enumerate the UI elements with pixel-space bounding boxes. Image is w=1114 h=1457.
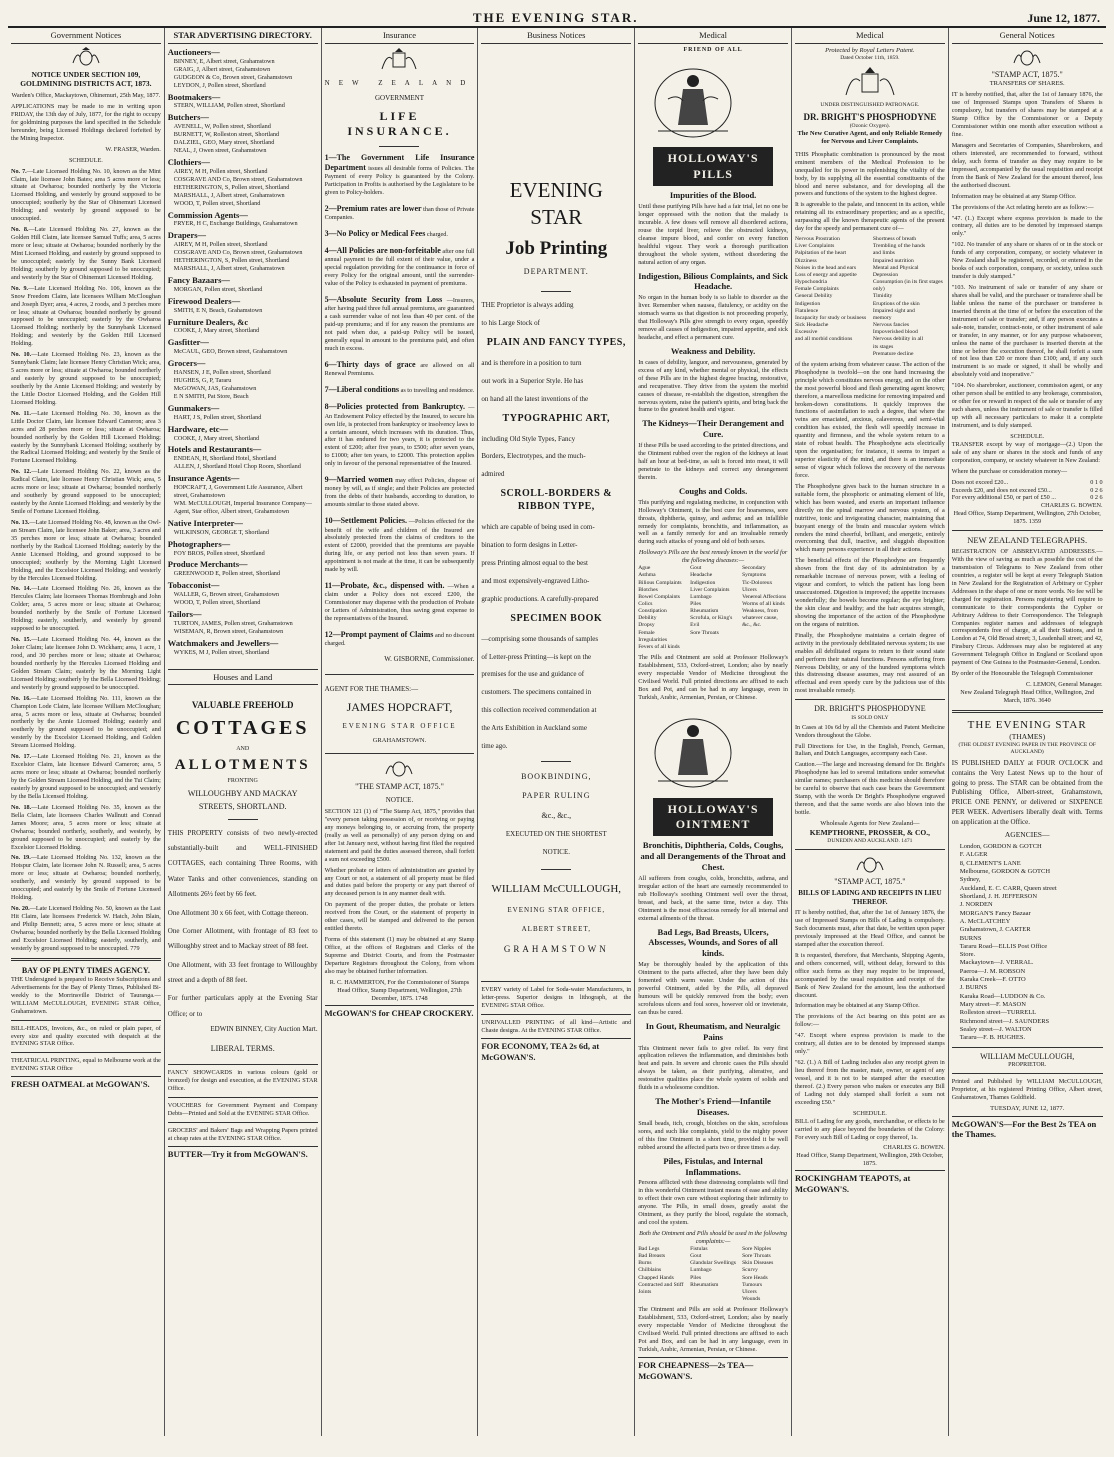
schedule-item: No. 12.—Late Licensed Holding No. 22, known as the Radical Claim, late licensee Henry Christian Wick; area, 5 acres more or less; situate at Owharoa; bounded northerly and southerly by ground supposed to be unoccupied; easterly by the Annie Licensed Holding; and westerly by the Smile of Fortune Licensed Holding. (11, 468, 161, 515)
column-directory: STAR ADVERTISING DIRECTORY. Auctioneers— BINNEY, E, Albert street, Grahamstown GRAIG, J, Albert street, Grahamstown GUDGEON & Co, Brown street, Grahamstown LEYDON, J, Pollen street, Shortland Bootmakers— STERN, WILLIAM, Pollen street, Shortland Butchers— AVENELL, W, Pollen street, Shortland BURNETT, W, Rolleston street, Shortland DALZIEL, GEO, Mary street, Shortland NEAL, J, Owen street, Grahamstown Clothiers— AIREY, M H, Pollen street, Shortland COSGRAVE AND Co, Brown street, Grahamstown HETHERINGTON, S, Pollen street, Shortland MARSHALL, J, Albert street, Grahamstown WOOD, T, Pollen street, Shortland Commission Agents— FRYER, H C, Exchange Buildings, Grahamstown Drapers— AIREY, M H, Pollen street, Shortland COSGRAVE AND Co, Brown street, Grahamstown HETHERINGTON, S, Pollen street, Shortland MARSHALL, J, Albert street, Grahamstown Fancy Bazaars— MORGAN, Pollen street, Shortland Firewood Dealers— SMITH, E N, Beach, Grahamstown Furniture Dealers, &c COOKE, J, Mary street, Shortland Gasfitter— McCAUL, GEO, Brown street, Grahamstown Grocers— HANSEN, J E, Pollen street, Shortland HUGHES, G, P, Tararu McGOWAN, JAS, Grahamstown E N SMITH, Pat Store, Beach Gunmakers— HART, J S, Pollen street, Shortland Hardware, etc— COOKE, J, Mary street, Shortland Hotels and Restaurants— ENDEAN, H, Shortland Hotel, Shortland ALLEN, J, Shortland Hotel Chop Room, Shortland Insurance Agents— HOPCRAFT, J, Government Life Assurance, Albert street, Grahamstown WM. McCULLOUGH, Imperial Insurance Company—Agent, Star office, Albert street, Grahamstown Native Interpreter— WILKINSON, GEORGE T, Shortland Photographers— FOY BROS, Pollen street, Shortland Produce Merchants— GREENWOOD E, Pollen street, Shortland Tobacconist— WALLER, G, Brown street, Grahamstown WOOD, T, Pollen street, Shortland Tailors— TURTON, JAMES, Pollen street, Grahamstown WISEMAN, R, Brown street, Grahamstown Watchmakers and Jewellers— WYKES, M J, Pollen street, Shortland Houses and Land VALUABLE FREEHOLD COTTAGES AND ALLOTMENTS FRONTING WILLOUGHBY AND MACKAY STREETS, SHORTLAND. THIS PROPERTY consists of two newly-erected substantially-built and WELL-FINISHED COTTAGES, each containing Three Rooms, with Water Tanks and other conveniences, standing on Allotments 26½ feet by 66 feet. One Allotment 30 x 66 feet, with Cottage thereon. One Corner Allotment, with frontage of 83 feet to Willoughby street and to Mackay street of 88 feet. One Allotment, with 33 feet frontage to Willoughby street and a depth of 88 feet. For further particulars apply at the Evening Star Office; or to EDWIN BINNEY, City Auction Mart. LIBERAL TERMS. FANCY SHOWCARDS in various colours (gold or bronzed) for design and execution, at the EVENING STAR Office. VOUCHERS for Government Payment and Company Debts—Printed and Sold at the EVENING STAR Office. GROCERS' and Bakers' Bags and Wrapping Papers printed at cheap rates at the EVENING STAR Office. BUTTER—Try it from McGOWAN'S. (165, 28, 322, 1436)
fee-row: Exceeds £20, and does not exceed £50... 0 2 6 (951, 486, 1103, 494)
column-header: General Notices (952, 28, 1103, 44)
directory-category: Drapers— (167, 230, 207, 241)
holloways-pills-logo: HOLLOWAY'S PILLS (653, 147, 773, 186)
insurance-points: 1—The Government Life Insurance Department issues all desirable forms of Policies. The Payment of every Policy is guaranteed by the Colony. Participation in Profits is authorised by the Legislature to be given to Policy-holders. 2—Premium rates are lower than those of Private Companies. 3—No Policy or Medical Fees charged. 4—All Policies are non-forfeitable after one full annual payment to the full extent of their value, under a special regulation providing for the continuance in force of every Policy for the original amount, until the surrender-value of the Policy is exhausted in payment of premiums. 5—Absolute Security from Loss —Insurers, after having paid three full annual premiums, are guaranteed a cash surrender value of not less than 40 per cent. of the paid-up premiums; and if for any reason the premiums are not paid when due, a paid-up Policy will be issued, generally equal in amount to the premiums paid, and often much in excess. 6—Thirty days of grace are allowed on all Renewal Premiums. 7—Liberal conditions as to travelling and residence. 8—Policies protected from Bankruptcy. —An Endowment Policy effected by the Insured, to secure his own life, is protected from bankruptcy or insolvency laws to a certain amount, which increases with its duration. Thus, after it has endured for two years, it is protected to the extent of £200; after five years, to £500; after seven years, to £1000; after ten years, to £2000. This protection applies only in favour of the personal representative of the Insured. 9—Married women may effect Policies, dispose of money by will, as if single; and their Policies are protected from the debts of their husbands, according to duration, to amounts similar to those stated above. 10—Settlement Policies. —Policies effected for the benefit of the wife and children of the Insured are absolutely protected from the claims of creditors to the extent of £2000, provided that the premiums are payable during life, or any period not less than seven years. If appointment is not made at the time, it can be subsequently made by will. 11—Probate, &c., dispensed with. —When a claim under a Policy does not exceed £200, the Commissioner may dispense with the production of Probate or Letters of Administration, thus saving great expense to the representatives of the Insured. 12—Prompt payment of Claims and no discount charged. (324, 152, 475, 648)
directory-category: Tobacconist— (167, 580, 220, 591)
directory-category: Clothiers— (167, 156, 210, 167)
proprietor-name: WILLIAM McCULLOUGH, (491, 882, 622, 895)
directory-category: Gunmakers— (167, 402, 220, 413)
column-header: Medical (638, 28, 788, 44)
signer: EDWIN BINNEY, City Auction Mart. (210, 1025, 318, 1034)
bottom-ad: FRESH OATMEAL at McGOWAN'S. (11, 1076, 161, 1090)
royal-crest-icon (382, 758, 416, 778)
signer: W. GISBORNE, Commissioner. (384, 655, 475, 664)
schedule-list (11, 168, 161, 953)
bottom-ad: ROCKINGHAM TEAPOTS, at McGOWAN'S. (795, 1170, 945, 1195)
column-header: STAR ADVERTISING DIRECTORY. (168, 28, 318, 44)
schedule-item: No. 13.—Late Licensed Holding No. 48, known as the Owl-an Stream Claim, late licensee John Baker; area, 3 acres and 35 perches more or less; situate at Owharoa; bounded northerly by the Radical Licensed Holding; easterly by the Annie Licensed Holding, and ground supposed to be unoccupied; southerly by the Morning Light Licensed Holding, and the Excelsior Licensed Holding; and westerly by the Hercules Licensed Holding. (11, 518, 161, 582)
job-printing-heading: Job Printing (505, 237, 608, 259)
directory-category: Grocers— (167, 358, 206, 369)
royal-crest-icon (1010, 47, 1044, 67)
masthead-date: June 12, 1877. (1027, 11, 1100, 25)
directory-category: Tailors— (167, 609, 202, 619)
directory-category: Auctioneers— (167, 46, 220, 57)
hygeia-figure-icon (638, 59, 748, 141)
directory-category: Watchmakers and Jewellers— (167, 637, 279, 648)
bottom-ad: FOR CHEAPNESS—2s TEA—McGOWAN'S. (638, 1357, 788, 1382)
directory-category: Hardware, etc— (167, 423, 229, 434)
fee-table (952, 479, 1103, 503)
telegraphs-title: NEW ZEALAND TELEGRAPHS. (967, 535, 1088, 546)
notice-body: APPLICATIONS may be made to me in writing upon FRIDAY, the 13th day of July, 1877, for the right to occupy for goldmining purposes the land specified in the Schedule hereunder, being Licensed Holdings declared forfeited by the Mining Inspector. (11, 103, 161, 142)
holloways-ointment-logo: HOLLOWAY'S OINTMENT (653, 798, 773, 837)
life-insurance-heading: LIFE INSURANCE. (347, 108, 452, 139)
notice-title: NOTICE UNDER SECTION 109, GOLDMINING DISTRICTS ACT, 1873. (20, 69, 152, 89)
royal-crest-icon (69, 47, 103, 67)
disease-list: Ague Asthma Bilious Complaints Blotches Bowel Complaints Colics Constipation Debility Dropsy Female Irregularities Fevers of all kinds Gout Headache Indigestion Liver Complaints Lumbago Piles Rheumatism Scrofula, or King's Evil Sore Throats Secondary Symptoms Tic-Doloreux Ulcers Venereal Affections Worms of all kinds Weakness, from whatever cause, &c., &c. (638, 565, 787, 650)
directory-category: Native Interpreter— (167, 517, 243, 528)
symptom-list: Nervous Prostration Liver Complaints Palpitation of the heart Dizziness Noises in the head and ears Loss of energy and appetite Hypochondria Female Complaints General Debility Indigestion Flatulence Incapacity for study or business Sick Headache Excessive and all morbid conditions Shortness of breath Trembling of the hands and limbs Impaired nutrition Mental and Physical Depression Consumption (in its first stages only) Timidity Eruptions of the skin Impaired sight and memory Nervous fancies Impoverished blood Nervous debility in all its stages Premature decline (794, 236, 943, 357)
schedule-item: No. 15.—Late Licensed Holding No. 44, known as the Joker Claim; late licensee John D. Wickham; area, 1 acre, 1 rood, and 30 perches more or less; situate at Owharoa; bounded northerly by the Hercules Licensed Holding and Golden Stream Claim; easterly by the Morning Light Licensed Holding; southerly by the Bella Licensed Holding; and westerly by ground supposed to be unoccupied. (11, 636, 161, 691)
ailment-list: Bad Legs Bad Breasts Burns Chilblains Chapped Hands Contracted and Stiff Joints Fistulas Gout Glandular Swellings Lumbago Piles Rheumatism Sore Nipples Sore Throats Skin Diseases Scurvy Sore Heads Tumours Ulcers Wounds (638, 1245, 774, 1303)
column-government-notices (8, 28, 165, 1436)
bop-body: THE Undersigned is prepared to Receive Subscriptions and Advertisements for the Bay of Plenty Times, Published Bi-weekly to the Morrinsville District of Tauranga.—WILLIAM McCULLOUGH, EVENING STAR Office, Grahamstown. (11, 975, 161, 1015)
hygeia-figure-icon (638, 709, 748, 791)
column-medical-phosphodyne: Medical Protected by Royal Letters Patent. Dated October 11th, 1859. UNDER DISTINGUISHED PATRONAGE. DR. BRIGHT'S PHOSPHODYNE (Ozonic Oxygen). The New Curative Agent, and only Reliable Remedy for Nervous and Liver Complaints. THIS Phosphatic combination is pronounced by the most eminent members of the Medical Profession to be unequalled for its power in replenishing the vitality of the body, by its supplying all the essential constituents of the blood and nerve substance, and for developing all the powers and functions of the system to the highest degree. It is agreeable to the palate, and innocent in its action, while retaining all its extraordinary properties; and as a specific, surpassing all the known therapeutic agents of the present day for the speedy and permanent cure of— Nervous Prostration Liver Complaints Palpitation of the heart Dizziness Noises in the head and ears Loss of energy and appetite Hypochondria Female Complaints General Debility Indigestion Flatulence Incapacity for study or business Sick Headache Excessive and all morbid conditions Shortness of breath Trembling of the hands and limbs Impaired nutrition Mental and Physical Depression Consumption (in its first stages only) Timidity Eruptions of the skin Impaired sight and memory Nervous fancies Impoverished blood Nervous debility in all its stages Premature decline of the system arising from whatever cause. The action of the Phosphodyne is twofold—on the one hand increasing the principle which constitutes nervous energy, and on the other the most powerful blood and flesh generating agent known; therefore, a marvellous medicine for removing impaired and broken-down constitutions. It quickly improves the functions of assimilation to such a degree, that where the veins are emaciated, anxious, calaverous, and semi-vital condition has existed, the flesh will speedily increase in quantity and firmness, and the whole system return to a state of robust health. The Phosphodyne acts electrically upon the organisation; for instance, it seems to impart a superior elasticity of the mind, and there is an immediate sense of vigour which follows the recovery of the nervous force. The Phosphodyne gives back to the human structure in a suitable form, the phosphoric or animating element of life, which has been wasted, and exerts an important influence directly on the spinal marrow and nervous system, of a nutritive, tonic and invigorating character, maintaining that buoyant energy of the brain and muscular system which renders the mind cheerful, brilliant, and energetic, entirely overcoming that dull, inactive, and sluggish disposition which many persons experience in all their actions. The beneficial effects of the Phosphodyne are frequently shown from the first day of its administration by a remarkable increase of nervous power, with a feeling of vigour and comfort, to which the patient has long been unaccustomed. Digestion is improved; the appetite increases wonderfully; the bowels become regular; the eye brighter; the skin clear and healthy; and the hair acquires strength, showing the importance of the action of the Phosphodyne on the organs of nutrition. Finally, the Phosphodyne maintains a certain degree of activity in the previously debilitated nervous system; its use enables all debilitated organs to return to their sound state and perform their natural functions. Persons suffering from Nervous Debility, or any of the hundred symptoms which this distressing disease assumes, may rest assured of an effectual and even speedy cure by the judicious use of this most invaluable remedy. DR. BRIGHT'S PHOSPHODYNE IS SOLD ONLY In Cases at 10s 6d by all the Chemists and Patent Medicine Vendors throughout the Globe. Full Directions for Use, in the English, French, German, Italian, and Dutch Languages, accompany each Case. Caution.—The large and increasing demand for Dr. Bright's Phosphodyne has led to several imitations under somewhat similar names; purchasers of this medicine should therefore be careful to observe that each case bears the Government Stamp, with the words Dr Bright's Phosphodyne engraved thereon, and that the same words are also blown into the bottle. Wholesale Agents for New Zealand— KEMPTHORNE, PROSSER, & CO., DUNEDIN AND AUCKLAND. 1471 "STAMP ACT, 1875." BILLS OF LADING AND RECEIPTS IN LIEU THEREOF. IT is hereby notified, that, after the 1st of January 1876, the use of Impressed Stamps on Bills of Lading is compulsory. Such documents must, after that date, be written upon paper previously impressed at the Head Office, and cannot be stamped after the execution thereof. It is requested, therefore, that Merchants, Shipping Agents, and others concerned, will, without delay, forward to this office such forms as they may require to be impressed, accompanied by the usual requisition and receipt of the Bank of New Zealand for the amount, less the authorised discount. Information may be obtained at any Stamp Office. The provisions of the Act bearing on this point are as follow:— "47. Except where express provision is made to the contrary, all duties are to be denoted by impressed stamps only." "62. (1.) A Bill of Lading includes also any receipt given in lieu thereof from the master, mate, owner, or agent of any vessel, and it is not to be stamped after the execution thereof. (2.) Every person who makes or executes any Bill of Lading not duly stamped shall forfeit a sum not exceeding £50." SCHEDULE. BILL of Lading for any goods, merchandise, or effects to be carried to any place beyond the boundaries of the Colony: For every such Bill of Lading or copy thereof, 1s. CHARLES G. BOWEN. Head Office, Stamp Department, Wellington, 29th October, 1875. ROCKINGHAM TEAPOTS, at McGOWAN'S. (792, 28, 949, 1436)
masthead-title: THE EVENING STAR. (472, 10, 639, 25)
theatrical-ad: THEATRICAL PRINTING, equal to Melbourne work at the EVENING STAR Office (11, 1057, 161, 1073)
evening-star-heading: EVENING STAR (509, 177, 603, 229)
directory-category: Produce Merchants— (167, 559, 248, 570)
fee-row: For every additional £50, or part of £50 ... 0 2 6 (951, 494, 1103, 502)
directory-category: Fancy Bazaars— (167, 274, 230, 285)
evening-star-title: THE EVENING STAR (967, 718, 1087, 731)
directory-category: Butchers— (167, 112, 209, 123)
directory-category: Bootmakers— (167, 91, 221, 102)
directory-category: Furniture Dealers, &c (167, 316, 249, 327)
column-business-notices: Business Notices EVENING STAR Job Printing DEPARTMENT. THE Proprietor is always adding to his Large Stock of PLAIN AND FANCY TYPES, and is therefore in a position to turn out work in a Superior Style. He has on hand all the latest inventions of the TYPOGRAPHIC ART, including Old Style Types, Fancy Borders, Electrotypes, and the much- admired SCROLL-BORDERS & RIBBON TYPE, which are capable of being used in com- bination to form designs in Letter- press Printing almost equal to the best and most expensively-engraved Litho- graphic productions. A carefully-prepared SPECIMEN BOOK —comprising some thousands of samples of Letter-press Printing—is kept on the premises for the use and guidance of customers. The specimens contained in this collection received commendation at the Arts Exhibition in Auckland some time ago. BOOKBINDING, PAPER RULING &c., &c., EXECUTED ON THE SHORTEST NOTICE. WILLIAM McCULLOUGH, EVENING STAR OFFICE, ALBERT STREET, GRAHAMSTOWN EVERY variety of Label for Soda-water Manufacturers, in letter-press. Superior designs in lithograph, at the EVENING STAR Office. UNRIVALLED PRINTING of all kind—Artistic and Chaste designs. At the EVENING STAR Office. FOR ECONOMY, TEA 2s 6d, at McGOWAN'S. (478, 28, 635, 1436)
cottages-heading: COTTAGES (175, 716, 310, 739)
column-header: Medical (795, 28, 945, 44)
phosphodyne-title: DR. BRIGHT'S PHOSPHODYNE (803, 111, 937, 122)
agent-name: JAMES HOPCRAFT, (346, 700, 453, 715)
directory-category: Hotels and Restaurants— (167, 444, 262, 455)
schedule-item: No. 8.—Late Licensed Holding No. 27, known as the Golden Hill Claim, late licensee Samuel Tuffs; area, 5 acres more or less; situate at Owharoa; bounded northerly by the Mint Licensed Holding, and easterly by ground supposed to be unoccupied; easterly by the Sunny Bank Licensed Holding; southerly by ground supposed to be unoccupied; and westerly by the Star of Ohinemuri Licensed Holding. (11, 226, 161, 281)
billheads-ad: BILL-HEADS, Invoices, &c., on ruled or plain paper, of every size and quality executed with despatch at the EVENING STAR Office. (11, 1024, 161, 1048)
allotments-heading: ALLOTMENTS (174, 757, 311, 774)
job-printing-body: THE Proprietor is always adding to his Large Stock of PLAIN AND FANCY TYPES, and is therefore in a position to turn out work in a Superior Style. He has on hand all the latest inventions of the TYPOGRAPHIC ART, including Old Style Types, Fancy Borders, Electrotypes, and the much- admired SCROLL-BORDERS & RIBBON TYPE, which are capable of being used in com- bination to form designs in Letter- press Printing almost equal to the best and most expensively-engraved Litho- graphic productions. A carefully-prepared SPECIMEN BOOK —comprising some thousands of samples of Letter-press Printing—is kept on the premises for the use and guidance of customers. The specimens contained in this collection received commendation at the Arts Exhibition in Auckland some time ago. (481, 301, 626, 751)
nz-crest-icon (379, 47, 419, 73)
newspaper-page (8, 6, 1106, 1442)
schedule-item: No. 7.—Late Licensed Holding No. 10, known as the Mint Claim, late licensee John Bates; area 5 acres more or less; situate at Owharoa; bounded northerly by the Victoria Licensed Holding, and westerly by ground supposed to be unoccupied; southerly by the Star of Ohinemuri Licensed Holding; and westerly by ground supposed to be unoccupied. (11, 167, 161, 223)
directory-list: Auctioneers— BINNEY, E, Albert street, Grahamstown GRAIG, J, Albert street, Grahamstown GUDGEON & Co, Brown street, Grahamstown LEYDON, J, Pollen street, Shortland Bootmakers— STERN, WILLIAM, Pollen street, Shortland Butchers— AVENELL, W, Pollen street, Shortland BURNETT, W, Rolleston street, Shortland DALZIEL, GEO, Mary street, Shortland NEAL, J, Owen street, Grahamstown Clothiers— AIREY, M H, Pollen street, Shortland COSGRAVE AND Co, Brown street, Grahamstown HETHERINGTON, S, Pollen street, Shortland MARSHALL, J, Albert street, Grahamstown WOOD, T, Pollen street, Shortland Commission Agents— FRYER, H C, Exchange Buildings, Grahamstown Drapers— AIREY, M H, Pollen street, Shortland COSGRAVE AND Co, Brown street, Grahamstown HETHERINGTON, S, Pollen street, Shortland MARSHALL, J, Albert street, Grahamstown Fancy Bazaars— MORGAN, Pollen street, Shortland Firewood Dealers— SMITH, E N, Beach, Grahamstown Furniture Dealers, &c COOKE, J, Mary street, Shortland Gasfitter— McCAUL, GEO, Brown street, Grahamstown Grocers— HANSEN, J E, Pollen street, Shortland HUGHES, G, P, Tararu McGOWAN, JAS, Grahamstown E N SMITH, Pat Store, Beach Gunmakers— HART, J S, Pollen street, Shortland Hardware, etc— COOKE, J, Mary street, Shortland Hotels and Restaurants— ENDEAN, H, Shortland Hotel, Shortland ALLEN, J, Shortland Hotel Chop Room, Shortland Insurance Agents— HOPCRAFT, J, Government Life Assurance, Albert street, Grahamstown WM. McCULLOUGH, Imperial Insurance Company—Agent, Star office, Albert street, Grahamstown Native Interpreter— WILKINSON, GEORGE T, Shortland Photographers— FOY BROS, Pollen street, Shortland Produce Merchants— GREENWOOD E, Pollen street, Shortland Tobacconist— WALLER, G, Brown street, Grahamstown WOOD, T, Pollen street, Shortland Tailors— TURTON, JAMES, Pollen street, Grahamstown WISEMAN, R, Brown street, Grahamstown Watchmakers and Jewellers— WYKES, M J, Pollen street, Shortland (168, 47, 318, 657)
notice-place: Warden's Office, Mackaytown, Ohinemuri, 25th May, 1877. (11, 92, 161, 100)
columns (8, 28, 1106, 1436)
schedule-item: No. 19.—Late Licensed Holding No. 132, known as the Hotspur Claim, late licensee John N. Russell; area, 5 acres more or less; situate at Owharoa; bounded northerly, southerly, and westerly by ground supposed to be unoccupied; and easterly by the Smile of Fortune Licensed Holding. (11, 854, 161, 902)
houses-header: Houses and Land (168, 669, 318, 686)
royal-crest-icon (853, 854, 887, 874)
royal-arms-icon (840, 65, 900, 99)
schedule-item: No. 16.—Late Licensed Holding No. 111, known as the Champion Lode Claim, late licensee William McCloughan; area, 5 acres more or less, situate at Owharoa; bounded northerly by the Annie Licensed Holding; easterly and southerly by ground supposed to be unoccupied; and westerly by the Excelsior Licensed Holding, and Golden Stream Licensed Holding. (11, 694, 161, 750)
stamp-act-title: "THE STAMP ACT, 1875." (355, 781, 444, 791)
bottom-ad: McGOWAN'S for CHEAP CROCKERY. (325, 1005, 475, 1019)
column-medical-holloway: Medical FRIEND OF ALL HOLLOWAY'S PILLS Impurities of the Blood. Until these purifying Pills have had a fair trial, let no one be longer oppressed with the notion that the malady is incurable. A few doses will remove all disordered actions, rouse the torpid liver, relieve the obstructed kidneys, cleanse impure blood, and confer on every function healthful vigour. They work a thorough purification throughout the whole system, without disordering the natural action of any organ. Indigestion, Bilious Complaints, and Sick Headache. No organ in the human body is so liable to disorder as the liver. Remember when nausea, flatulency, or acidity on the stomach warns us that digestion is not proceeding properly, that Holloway's Pills give strength to every organ, speedily remove all causes of indigestion, impaired appetite, and sick headache, and effect a permanent cure. Weakness and Debility. In cases of debility, languor, and nervousness, generated by excess of any kind, whether mental or physical, the effects of these Pills are in the highest degree bracing, restorative, and recuperative. They drive from the system the morbid causes of disease, re-establish the digestion, strengthen the nervous system, raise the patient's spirits, and bring back the frame to the greatest health and vigour. The Kidneys—Their Derangement and Cure. If these Pills be used according to the printed directions, and the Ointment rubbed over the region of the kidneys at least half an hour at bed-time, as salt is forced into meat, it will penetrate to the kidneys and correct any derangement therein. Coughs and Colds. This purifying and regulating medicine, in conjunction with Holloway's Ointment, is the best cure for hoarseness, sore throats, diphtheria, quinsy, and asthma; and an infallible remedy for complaints, bronchitis, and inflammation, as well as a family remedy for and an invaluable remedy during such attacks of young and old of both sexes. Holloway's Pills are the best remedy known in the world for the following diseases:— Ague Asthma Bilious Complaints Blotches Bowel Complaints Colics Constipation Debility Dropsy Female Irregularities Fevers of all kinds Gout Headache Indigestion Liver Complaints Lumbago Piles Rheumatism Scrofula, or King's Evil Sore Throats Secondary Symptoms Tic-Doloreux Ulcers Venereal Affections Worms of all kinds Weakness, from whatever cause, &c., &c. The Pills and Ointment are sold at Professor Holloway's Establishment, 533, Oxford-street, London; also by nearly every respectable Vendor of Medicine throughout the Civilised World. Full printed directions are affixed to each Box and Pot, and can be had in any language, even in Turkish, Arabic, Armenian, Persian, or Chinese. HOLLOWAY'S OINTMENT Bronchitis, Diphtheria, Colds, Coughs, and all Derangements of the Throat and Chest. All sufferers from coughs, colds, bronchitis, asthma, and irregular action of the heart are earnestly recommended to rub Holloway's soothing Ointment well over the throat, breast, and back, at the same time, twice a day. This Ointment is the most efficacious remedy for all internal and external ailments of the throat. Bad Legs, Bad Breasts, Ulcers, Abscesses, Wounds, and Sores of all kinds. May be thoroughly healed by the application of this Ointment to the parts affected, after they have been duly fomented with warm water. Under the action of this powerful Ointment, aided by the Pills, all depraved humours will be quickly removed from the body; even scrofulous ulcers and foul sores, however old or inveterate, can thus be cured. In Gout, Rheumatism, and Neuralgic Pains This Ointment never fails to give relief. Its very first application relieves the inflammation, and diminishes both heat and pain. In severe and chronic cases the Pills should always be taken, as their purifying, alterative, and restorative qualities place the whole system of solids and fluids in a wholesome condition. The Mother's Friend—Infantile Diseases. Small beads, itch, crough, blotches on the skin, scrofulous sores, and such like complaints, yield to the mighty power of this fine Ointment in a short time, provided it be well rubbed around the affected parts two or three times a day. Piles, Fistulas, and Internal Inflammations. Persons afflicted with these distressing complaints will find in this wonderful Ointment instant means of ease and ability to effect their own cure without exploring their infirmity to anyone. The Pills, in small doses, greatly assist the Ointment, as they purify the blood, regulate the stomach, and cool the system. Both the Ointment and Pills should be used in the following complaints:— Bad Legs Bad Breasts Burns Chilblains Chapped Hands Contracted and Stiff Joints Fistulas Gout Glandular Swellings Lumbago Piles Rheumatism Sore Nipples Sore Throats Skin Diseases Scurvy Sore Heads Tumours Ulcers Wounds The Ointment and Pills are sold at Professor Holloway's Establishment, 533, Oxford-street, London; also by nearly every respectable Vendor of Medicine throughout the Civilised World. Full printed directions are affixed to each Pot and Box, and can be had in any language, even in Turkish, Arabic, Armenian, Persian, or Chinese. FOR CHEAPNESS—2s TEA—McGOWAN'S. (635, 28, 792, 1436)
schedule-item: No. 18.—Late Licensed Holding No. 35, known as the Bella Claim, late licensees Charles Wallnutt and Conrad James Moore; area, 5 acres more or less; situate at Owharoa; bounded northerly, southerly, and westerly, by ground supposed to be unoccupied; and easterly by the Excelsior Licensed Holding. (11, 803, 161, 851)
column-header: Business Notices (481, 28, 631, 44)
schedule-item: No. 17.—Late Licensed Holding No. 21, known as the Excelsior Claim, late licensee Edward Cameron; area, 5 acres more or less; situate at Owharoa; bounded northerly by the Golden Stream Licensed Holding, and the Tui Claim; easterly by ground supposed to be unoccupied; and westerly by the Bella Licensed Holding. (11, 753, 161, 800)
schedule-item: No. 11.—Late Licensed Holding No. 30, known as the Little Doctor Claim, late licensee Edward Cameron; area 3 acres and 28 perches more or less; situate at Owharoa; bounded northerly by the Golden Hill Licensed Holding; easterly by the Sunnybank Licensed Holding; southerly by the Radical Licensed Holding; and westerly by the Smile of Fortune Licensed Holding. (11, 409, 161, 465)
schedule-item: No. 20.—Late Licensed Holding No. 50, known as the Last Hit Claim, late licensees Frederick W. Hatch, John Blain, and Philip Bennett; area, 5 acres more or less; situate at Owharoa; bounded northerly by the Bella Licensed Holding and Excelsior Licensed Holding; easterly, southerly, and westerly by ground supposed to be unoccupied. 779 (11, 905, 161, 952)
directory-category: Insurance Agents— (167, 473, 240, 484)
column-insurance: Insurance NEW ZEALAND GOVERNMENT LIFE INSURANCE. 1—The Government Life Insurance Department issues all desirable forms of Policies. The Payment of every Policy is guaranteed by the Colony. Participation in Profits is authorised by the Legislature to be given to Policy-holders. 2—Premium rates are lower than those of Private Companies. 3—No Policy or Medical Fees charged. 4—All Policies are non-forfeitable after one full annual payment to the full extent of their value, under a special regulation providing for the continuance in force of every Policy for the original amount, until the surrender-value of the Policy is exhausted in payment of premiums. 5—Absolute Security from Loss —Insurers, after having paid three full annual premiums, are guaranteed a cash surrender value of not less than 40 per cent. of the paid-up premiums; and if for any reason the premiums are not paid when due, a paid-up Policy will be issued, generally equal in amount to the premiums paid, and often much in excess. 6—Thirty days of grace are allowed on all Renewal Premiums. 7—Liberal conditions as to travelling and residence. 8—Policies protected from Bankruptcy. —An Endowment Policy effected by the Insured, to secure his own life, is protected from bankruptcy or insolvency laws to a certain amount, which increases with its duration. Thus, after it has endured for two years, it is protected to the extent of £200; after five years, to £500; after seven years, to £1000; after ten years, to £2000. This protection applies only in favour of the personal representative of the Insured. 9—Married women may effect Policies, dispose of money by will, as if single; and their Policies are protected from the debts of their husbands, according to duration, to amounts similar to those stated above. 10—Settlement Policies. —Policies effected for the benefit of the wife and children of the Insured are absolutely protected from the claims of creditors to the extent of £2000, provided that the premiums are payable during life, or any period not less than seven years. If appointment is not made at the time, it can be subsequently made by will. 11—Probate, &c., dispensed with. —When a claim under a Policy does not exceed £200, the Commissioner may dispense with the production of Probate or Letters of Administration, thus saving great expense to the representatives of the Insured. 12—Prompt payment of Claims and no discount charged. W. GISBORNE, Commissioner. AGENT FOR THE THAMES:— JAMES HOPCRAFT, EVENING STAR OFFICE GRAHAMSTOWN. "THE STAMP ACT, 1875." NOTICE. SECTION 121 (1) of "The Stamp Act, 1875," provides that "every person taking possession of, or receiving or paying any moneys belonging to, or accruing from, the property (really as well as personally) of any person dying on and after 1st January next, without having first filed the required statement and paid the duties assessed thereon, shall forfeit a sum not exceeding £500. Whether probate or letters of administration are granted by any Court or not, a statement of all property must be filed and duties paid before the property or any part thereof of any deceased person is in any manner dealt with. On payment of the proper duties, the probate or letters received from the Court, or the statement of property in other cases, will be stamped and delivered to the person entitled thereto. Forms of this statement (1) may be obtained at any Stamp Office, at the offices of Registrars and Clerks of the Supreme and District Courts, and from the Postmaster Departure Registrars throughout the Colony, from whom also may be obtained further information. R. C. HAMMERTON, For the Commissioner of Stamps Head Office, Stamp Department, Wellington, 27th December, 1875. 1748 McGOWAN'S for CHEAP CROCKERY. (322, 28, 479, 1436)
masthead (8, 6, 1106, 28)
column-header: Government Notices (11, 28, 161, 44)
bop-title: BAY OF PLENTY TIMES AGENCY. (21, 965, 150, 975)
bottom-ad: FOR ECONOMY, TEA 2s 6d, at McGOWAN'S. (481, 1038, 631, 1063)
column-header: Insurance (325, 28, 475, 44)
directory-category: Gasfitter— (167, 337, 209, 348)
bottom-ad: McGOWAN'S—For the Best 2s TEA on the Thames. (952, 1116, 1103, 1141)
notice-signer: W. FRASER, Warden. (105, 145, 161, 153)
column-general-notices: General Notices "STAMP ACT, 1875." TRANSFERS OF SHARES. IT is hereby notified, that, after the 1st of January 1876, the use of Impressed Stamps upon Transfers of Shares is compulsory, but transfers of shares may be stamped at a Stamp Office by the Commissioner or a Deputy Commissioner within one month after execution without a fine. Managers and Secretaries of Companies, Sharebrokers, and others interested, are recommended to forward, without delay, such forms of transfer as they may require to be impressed, accompanied by the usual requisition and receipt from the Bank of New Zealand for the amount thereof, less the authorised discount. Information may be obtained at any Stamp Office. The provisions of the Act relating hereto are as follow:— "47. (1.) Except where express provision is made to the contrary, all duties are to be denoted by impressed stamps only." "102. No transfer of any share or shares of or in the stock or funds of any corporation, company, or society whatever in New Zealand shall be registered, recorded, or entered in the books of such corporation, company, or society, unless such transfer is duly stamped." "103. No instrument of sale or transfer of any share or shares shall be valid, and the purchaser or transferee shall be liable unless the name of the purchaser or transferee is inserted therein at the time of or before the execution of the instrument of sale or transfer; and, if any person executes a sale-note, transfer, contract-note, or other instrument of sale or transfer, in any manner, or for any purpose whatsoever, unless the name of the purchaser is inserted therein at the time or before the execution thereof, he shall forfeit a sum of not less than £20 or more than £100; and, if any such instrument is so made or signed, it shall be wholly and absolutely void and inoperative." "104. No sharebroker, auctioneer, commission agent, or any other person shall be entitled to any brokerage, commission, or other fee or reward in respect of the sale or transfer of any such shares, unless the instrument of sale or transfer is filled up with all necessary particulars to make it a complete instrument, and is duly stamped. SCHEDULE. TRANSFER except by way of mortgage—(2.) Upon the sale of any share or shares in the stock and funds of any corporation, company, or society whatever in New Zealand: Where the purchase or consideration money— Does not exceed £20... 0 1 0 Exceeds £20, and does not exceed £50... 0 2 6 For every additional £50, or part of £50 ... 0 2 6 CHARLES G. BOWEN. Head Office, Stamp Department, Wellington, 27th October, 1875. 1359 NEW ZEALAND TELEGRAPHS. REGISTRATION OF ABBREVIATED ADDRESSES.—With the view of saving as much as possible the cost of the transmission of Telegrams to New Zealand from other countries, a register will be kept at every Telegraph Station in New Zealand for the Registration of Arbitrary or Cypher Addresses in the shape of one or more words. No fee will be charged for registration. Persons registering will require to communicate to their correspondents the Cypher or Arbitrary Address to their Correspondence. The Telegraph Companies register names and addresses of telegraph correspondents free of charge, at all their Stations, and in London at 74, Old Broad street; 3, Leadenhall street; and 42, Finsbury Circus. Addresses may also be registered at any Government Telegraph Office in England or Scotland upon payment of One Guinea to the Postmaster-General, London. By order of the Honourable the Telegraph Commissioner C. LEMON, General Manager. New Zealand Telegraph Head Office, Wellington, 2nd March, 1876. 3640 THE EVENING STAR (THAMES) (THE OLDEST EVENING PAPER IN THE PROVINCE OF AUCKLAND) IS PUBLISHED DAILY at FOUR O'CLOCK and contains the Very Latest News up to the hour of going to press. The STAR can be obtained from the Publishing Office, Albert-street, Grahamstown, PRICE ONE PENNY, or delivered or SIXPENCE PER WEEK. Advertisers liberally dealt with. Terms on application at the Office. AGENCIES— London, GORDON & GOTCH F. ALGER 8, CLEMENT'S LANE Melbourne, GORDON & GOTCH Sydney, Auckland, E. C. CARR, Queen street Shortland, J. H. JEFFERSON J. NORDEN MORGAN'S Fancy Bazaar A. McCLATCHEY Grahamstown, J. CARTER BURNS Tararu Road—ELLIS Post Office Store. Mackaytown—J. VERRAL. Paeroa—J. M. ROBSON Karaka Creek—F. OTTO J. BURNS Karaka Road—LUDDON & Co. Mary street—F. MASON Rolleston street—TURRELL Richmond street—J. SAUNDERS Sealey street—J. WALTON Tararu—F. B. HUGHES. WILLIAM McCULLOUGH, PROPRIETOR. Printed and Published by WILLIAM McCULLOUGH, Proprietor, at his registered Printing Office, Albert street, Grahamstown, Thames Goldfield. TUESDAY, JUNE 12, 1877. McGOWAN'S—For the Best 2s TEA on the Thames. (951, 30, 1103, 1140)
agency-list: London, GORDON & GOTCH F. ALGER 8, CLEMENT'S LANE Melbourne, GORDON & GOTCH Sydney, Auckland, E. C. CARR, Queen street Shortland, J. H. JEFFERSON J. NORDEN MORGAN'S Fancy Bazaar A. McCLATCHEY Grahamstown, J. CARTER BURNS Tararu Road—ELLIS Post Office Store. Mackaytown—J. VERRAL. Paeroa—J. M. ROBSON Karaka Creek—F. OTTO J. BURNS Karaka Road—LUDDON & Co. Mary street—F. MASON Rolleston street—TURRELL Richmond street—J. SAUNDERS Sealey street—J. WALTON Tararu—F. B. HUGHES. (959, 843, 1057, 1042)
directory-category: Firewood Dealers— (167, 295, 241, 306)
directory-category: Photographers— (167, 538, 231, 549)
schedule-item: No. 10.—Late Licensed Holding No. 23, known as the Sunnybank Claim; late licensee Henry Christian Wick; area, 5 acres more or less; situate at Owharoa; bounded northerly and easterly by ground supposed to be unoccupied; southerly by the Annie Licensed Holding; and westerly by the Little Doctor Licensed Holding, and the Golden Hill Licensed Holding. (11, 351, 161, 406)
bottom-ad: BUTTER—Try it from McGOWAN'S. (168, 1146, 318, 1160)
schedule-item: No. 14.—Late Licensed Holding No. 26, known as the Hercules Claim; late licensees Thomas Hornbrugh and John Colder; area, 5 acres more or less; situate at Owharoa; bounded northerly by the Smile of Fortune Licensed Holding; easterly, southerly, and westerly by ground supposed to be unoccupied. (11, 585, 161, 633)
fee-row: Does not exceed £20... 0 1 0 (951, 478, 1103, 486)
schedule-heading: SCHEDULE. (68, 156, 103, 164)
directory-category: Commission Agents— (167, 209, 248, 220)
schedule-item: No. 9.—Late Licensed Holding No. 106, known as the Snow Freedom Claim, late licensees William McCloughan and Joseph Dyer; area, 4 acres, 2 roods, and 3 perches more or less; situate at Owharoa; bounded northerly by ground supposed to be unoccupied; easterly by the Owharoa Licensed Holding; northerly by the Sunnybank Licensed Holding; and westerly by the Golden Hill Licensed Holding. (11, 284, 161, 348)
ribbon-text: FRIEND OF ALL (683, 46, 743, 53)
